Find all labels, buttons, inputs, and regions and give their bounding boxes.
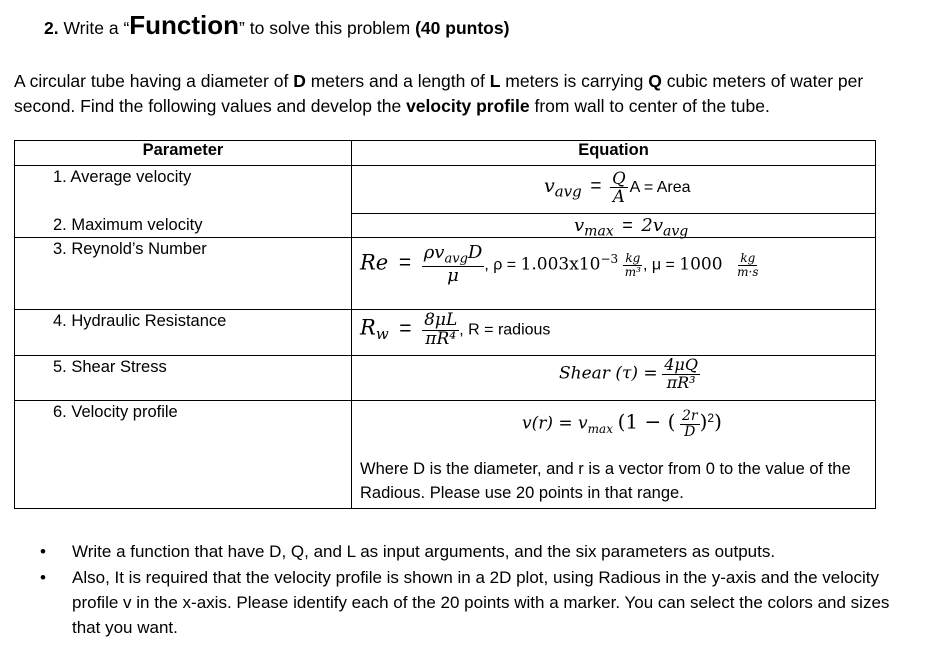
table-row-max-velocity xyxy=(15,214,876,238)
table-row-avg-velocity xyxy=(15,166,876,214)
intro-velocity-profile: velocity profile xyxy=(406,96,530,116)
question-prefix: Write a “ xyxy=(63,18,130,38)
equation-cell-velocity-profile xyxy=(352,401,876,509)
intro-var-d: D xyxy=(293,71,306,91)
table-row-hydraulic-resistance xyxy=(15,310,876,356)
requirement-text: Write a function that have D, Q, and L as input arguments, and the six parameters as outputs. xyxy=(72,542,776,561)
table-header-row xyxy=(15,141,876,166)
parameters-table xyxy=(14,140,876,509)
intro-text-1: A circular tube having a diameter of xyxy=(14,71,294,91)
equation-cell-avg-velocity xyxy=(352,166,876,214)
intro-var-q: Q xyxy=(648,71,662,91)
bullet-icon: • xyxy=(40,568,46,587)
area-note: A = Area xyxy=(629,179,691,197)
intro-text-4: cubic meters of water per second. Find the following values and develop the xyxy=(14,71,864,116)
question-keyword: Function xyxy=(129,10,240,40)
question-points: (40 puntos) xyxy=(415,18,510,38)
frac-q-over-a: $\frac{Q}{A}$ xyxy=(612,169,626,207)
intro-var-l: L xyxy=(489,71,501,91)
eq-reynolds: Re = $\frac{\rho v_{avg}D}{\mu}$ , $\rho = 1.003x10^{-3}$ $\frac{kg}{\text{m³}}$ , μ = 1000 $\frac{kg}{m\cdot s}$ xyxy=(360,242,759,287)
table-row-velocity-profile xyxy=(15,401,876,509)
radius-note: , R = radious xyxy=(459,321,551,339)
frac-reynolds: $\frac{\rho v_{avg}D}{\mu}$ xyxy=(423,242,483,287)
frac-mu-unit: $\frac{kg}{m\cdot s}$ xyxy=(737,250,759,279)
question-heading xyxy=(44,10,509,41)
param-cell: 1. Average velocity xyxy=(15,166,352,214)
equation-cell-reynolds xyxy=(352,238,876,310)
question-number: 2. xyxy=(44,18,59,38)
requirement-text: Also, It is required that the velocity profile is shown in a 2D plot, using Radious in the y-axis and the velocity profile v in the x-axis. Please identify each of the 20 points with a marker. You can select the colors and sizes that you want. xyxy=(72,568,890,637)
frac-shear: $\frac{4\mu Q}{\text{πR³}}$ xyxy=(664,355,698,392)
param-cell: 5. Shear Stress xyxy=(15,356,352,401)
frac-rw: $\frac{8\mu L}{\text{πR⁴}}$ xyxy=(424,310,458,349)
list-item xyxy=(40,539,920,564)
intro-text-5: from wall to center of the tube. xyxy=(529,96,770,116)
eq-avg-velocity: $v_{avg}$ = $\frac{Q}{A}$ A = Area xyxy=(544,169,691,207)
equation-cell-hydraulic-resistance xyxy=(352,310,876,356)
list-item xyxy=(40,565,920,640)
header-parameter: Parameter xyxy=(15,141,352,166)
param-cell: 4. Hydraulic Resistance xyxy=(15,310,352,356)
requirements-list xyxy=(40,539,920,641)
equation-cell-shear-stress xyxy=(352,356,876,401)
problem-statement xyxy=(14,69,926,119)
eq-hydraulic-resistance: $R_w$ = $\frac{8\mu L}{\text{πR⁴}}$ , R = radious xyxy=(360,310,551,349)
param-cell: 2. Maximum velocity xyxy=(15,214,352,238)
eq-velocity-profile: $v(r) = v_{max}$ (1 − ( $\frac{2r}{D}$ )$^2$) xyxy=(522,408,722,440)
table-row-shear-stress xyxy=(15,356,876,401)
velocity-profile-note: Where D is the diameter, and r is a vector from 0 to the value of the Radious. Please use 20 points in that range. xyxy=(360,460,851,502)
question-suffix: ” to solve this problem xyxy=(239,18,411,38)
header-equation: Equation xyxy=(352,141,876,166)
frac-rho-unit: $\frac{kg}{\text{m³}}$ xyxy=(624,250,641,279)
equation-cell-max-velocity xyxy=(352,214,876,238)
table-row-reynolds xyxy=(15,238,876,310)
eq-max-velocity: $v_{max} = 2v_{avg}$ xyxy=(574,215,689,240)
intro-text-2: meters and a length of xyxy=(305,71,490,91)
bullet-icon: • xyxy=(40,542,46,561)
param-cell: 3. Reynold’s Number xyxy=(15,238,352,310)
param-cell: 6. Velocity profile xyxy=(15,401,352,509)
intro-text-3: meters is carrying xyxy=(500,71,649,91)
frac-2r-over-d: $\frac{2r}{D}$ xyxy=(681,408,698,440)
eq-shear-stress: Shear (τ) = $\frac{4\mu Q}{\text{πR³}}$ xyxy=(559,355,698,392)
